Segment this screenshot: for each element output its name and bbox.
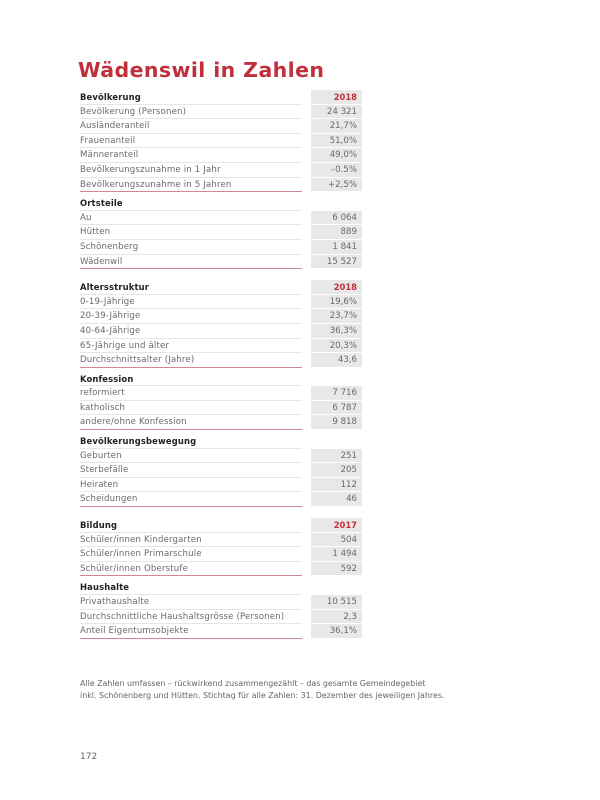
row-value: 2,3 bbox=[311, 610, 362, 625]
row-value: 6 064 bbox=[311, 211, 362, 226]
row-value: 43,6 bbox=[311, 353, 362, 368]
row-value: 20,3% bbox=[311, 339, 362, 354]
section-year bbox=[311, 196, 362, 211]
section-ortsteile bbox=[80, 196, 364, 269]
row-value: 1 494 bbox=[311, 547, 362, 562]
table-row bbox=[80, 492, 364, 507]
table-row bbox=[80, 309, 364, 324]
row-value: 51,0% bbox=[311, 134, 362, 149]
table-row bbox=[80, 624, 364, 639]
row-value: 592 bbox=[311, 562, 362, 577]
table-row bbox=[80, 547, 364, 562]
row-label: Frauenanteil bbox=[80, 134, 302, 149]
row-label: Scheidungen bbox=[80, 492, 302, 507]
row-label: Geburten bbox=[80, 449, 302, 464]
section-heading: Bevölkerungsbewegung bbox=[80, 434, 302, 449]
section-header-row bbox=[80, 434, 364, 449]
section-heading: Haushalte bbox=[80, 580, 302, 595]
section-year: 2017 bbox=[311, 518, 362, 533]
row-value: 1 841 bbox=[311, 240, 362, 255]
row-value: 19,6% bbox=[311, 295, 362, 310]
section-konfession bbox=[80, 372, 364, 430]
row-label: Au bbox=[80, 211, 302, 226]
section-bev-lkerung bbox=[80, 90, 364, 192]
row-label: Bevölkerung (Personen) bbox=[80, 105, 302, 120]
footnote-line-2: inkl. Schönenberg und Hütten. Stichtag für alle Zahlen: 31. Dezember des jeweiligen Jahres. bbox=[80, 691, 445, 700]
row-label: andere/ohne Konfession bbox=[80, 415, 302, 430]
table-row bbox=[80, 415, 364, 430]
section-header-row bbox=[80, 372, 364, 387]
section-year bbox=[311, 434, 362, 449]
row-value: 36,1% bbox=[311, 624, 362, 639]
page-number: 172 bbox=[80, 752, 98, 762]
table-row bbox=[80, 240, 364, 255]
row-label: Heiraten bbox=[80, 478, 302, 493]
section-haushalte bbox=[80, 580, 364, 638]
row-value: +2,5% bbox=[311, 178, 362, 193]
table-row bbox=[80, 562, 364, 577]
row-value: 21,7% bbox=[311, 119, 362, 134]
section-heading: Altersstruktur bbox=[80, 280, 302, 295]
section-header-row bbox=[80, 518, 364, 533]
row-label: 40-64-Jährige bbox=[80, 324, 302, 339]
section-header-row bbox=[80, 90, 364, 105]
row-label: Bevölkerungszunahme in 5 Jahren bbox=[80, 178, 302, 193]
row-label: Schüler/innen Oberstufe bbox=[80, 562, 302, 577]
row-value: 112 bbox=[311, 478, 362, 493]
table-row bbox=[80, 134, 364, 149]
row-value: 889 bbox=[311, 225, 362, 240]
row-label: Durchschnittsalter (Jahre) bbox=[80, 353, 302, 368]
row-value: 6 787 bbox=[311, 401, 362, 416]
row-value: 23,7% bbox=[311, 309, 362, 324]
table-row bbox=[80, 163, 364, 178]
footnote bbox=[80, 678, 540, 702]
section-bev-lkerungsbewegung bbox=[80, 434, 364, 507]
section-year: 2018 bbox=[311, 90, 362, 105]
section-bildung bbox=[80, 518, 364, 576]
section-header-row bbox=[80, 580, 364, 595]
row-value: 9 818 bbox=[311, 415, 362, 430]
section-year bbox=[311, 372, 362, 387]
row-label: 65-Jährige und älter bbox=[80, 339, 302, 354]
section-year bbox=[311, 580, 362, 595]
table-row bbox=[80, 211, 364, 226]
table-row bbox=[80, 295, 364, 310]
row-value: 24 321 bbox=[311, 105, 362, 120]
row-value: 504 bbox=[311, 533, 362, 548]
row-label: Schüler/innen Primarschule bbox=[80, 547, 302, 562]
row-label: Sterbefälle bbox=[80, 463, 302, 478]
table-row bbox=[80, 595, 364, 610]
row-label: Wädenwil bbox=[80, 255, 302, 270]
table-row bbox=[80, 610, 364, 625]
table-row bbox=[80, 449, 364, 464]
table-row bbox=[80, 255, 364, 270]
row-label: Anteil Eigentumsobjekte bbox=[80, 624, 302, 639]
section-altersstruktur bbox=[80, 280, 364, 368]
table-row bbox=[80, 533, 364, 548]
page-title: Wädenswil in Zahlen bbox=[78, 58, 325, 82]
row-value: 36,3% bbox=[311, 324, 362, 339]
row-label: Bevölkerungszunahme in 1 Jahr bbox=[80, 163, 302, 178]
table-row bbox=[80, 178, 364, 193]
table-row bbox=[80, 478, 364, 493]
row-value: 46 bbox=[311, 492, 362, 507]
section-heading: Konfession bbox=[80, 372, 302, 387]
row-label: 20-39-Jährige bbox=[80, 309, 302, 324]
section-heading: Bevölkerung bbox=[80, 90, 302, 105]
table-row bbox=[80, 105, 364, 120]
footnote-line-1: Alle Zahlen umfassen – rückwirkend zusammengezählt – das gesamte Gemeindegebiet bbox=[80, 679, 426, 688]
table-row bbox=[80, 339, 364, 354]
statistics-tables bbox=[80, 90, 364, 639]
section-year: 2018 bbox=[311, 280, 362, 295]
section-heading: Bildung bbox=[80, 518, 302, 533]
section-header-row bbox=[80, 280, 364, 295]
row-label: katholisch bbox=[80, 401, 302, 416]
row-label: reformiert bbox=[80, 386, 302, 401]
table-row bbox=[80, 119, 364, 134]
row-label: Hütten bbox=[80, 225, 302, 240]
row-label: Männeranteil bbox=[80, 148, 302, 163]
table-row bbox=[80, 225, 364, 240]
row-label: 0-19-Jährige bbox=[80, 295, 302, 310]
row-value: 10 515 bbox=[311, 595, 362, 610]
row-label: Ausländeranteil bbox=[80, 119, 302, 134]
table-row bbox=[80, 324, 364, 339]
row-value: 251 bbox=[311, 449, 362, 464]
row-label: Schüler/innen Kindergarten bbox=[80, 533, 302, 548]
row-value: 49,0% bbox=[311, 148, 362, 163]
table-row bbox=[80, 148, 364, 163]
table-row bbox=[80, 353, 364, 368]
row-label: Schönenberg bbox=[80, 240, 302, 255]
row-value: –0.5% bbox=[311, 163, 362, 178]
row-label: Durchschnittliche Haushaltsgrösse (Personen) bbox=[80, 610, 302, 625]
row-label: Privathaushalte bbox=[80, 595, 302, 610]
section-header-row bbox=[80, 196, 364, 211]
row-value: 15 527 bbox=[311, 255, 362, 270]
table-row bbox=[80, 386, 364, 401]
table-row bbox=[80, 463, 364, 478]
row-value: 7 716 bbox=[311, 386, 362, 401]
table-row bbox=[80, 401, 364, 416]
row-value: 205 bbox=[311, 463, 362, 478]
section-heading: Ortsteile bbox=[80, 196, 302, 211]
